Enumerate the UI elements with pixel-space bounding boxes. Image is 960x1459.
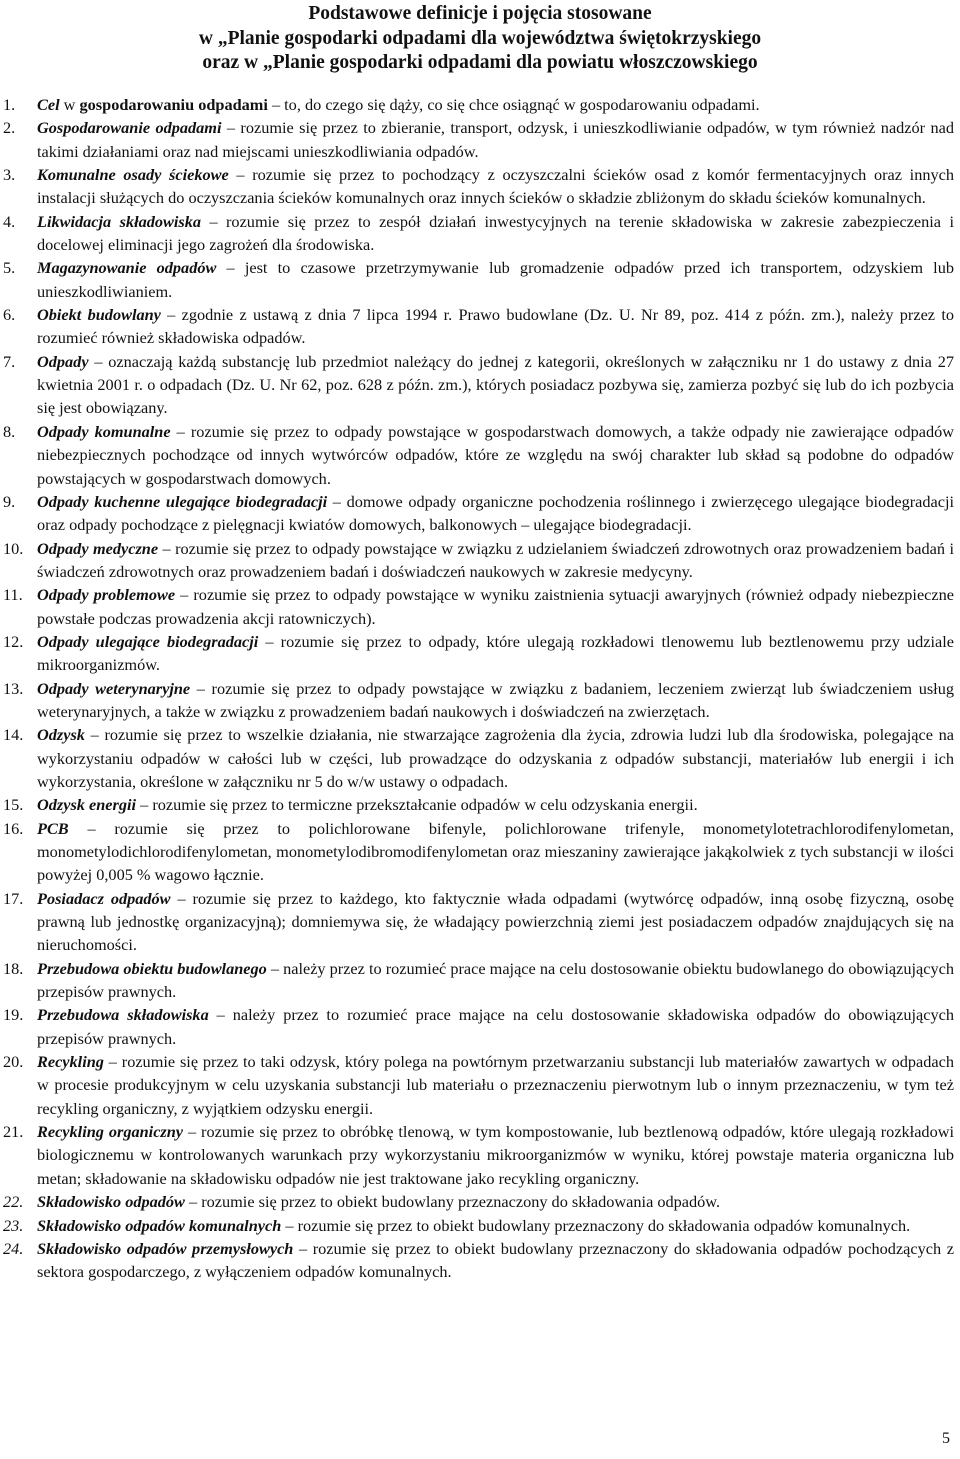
item-number: 23. (3, 1215, 24, 1235)
definition-item (0, 1050, 960, 1120)
definition-text: – zgodnie z ustawą z dnia 7 lipca 1994 r. Prawo budowlane (Dz. U. Nr 89, poz. 414 z późn. zm.), należy przez to rozumieć również składowiska odpadów. (37, 305, 954, 348)
definition-item (0, 887, 960, 957)
definition-text: – rozumie się przez to odpady powstające w wyniku zaistnienia sytuacji awaryjnych (również odpady niebezpieczne powstałe podczas prowadzenia akcji ratowniczych). (37, 585, 955, 628)
definition-text: – rozumie się przez to odpady, które ulegają rozkładowi tlenowemu lub beztlenowemu przy udziale mikroorganizmów. (37, 631, 954, 675)
definition-text: – rozumie się przez to polichlorowane bifenyle, polichlorowane trifenyle, monometylotetrachlorodifenylometan, monometylodichlorodifenylometan, monometylodibromodifenylometan oraz mieszaniny zawierające jakąkolwiek z tych substancji w ilości powyżej 0,005 % wagowo łącznie. (37, 818, 954, 885)
definition-term: Odzysk energii (37, 795, 137, 815)
item-number: 24. (3, 1238, 24, 1258)
definition-term: Cel (37, 95, 60, 114)
definition-term: PCB (37, 818, 69, 838)
definition-item (0, 723, 960, 793)
definition-item (0, 1237, 960, 1284)
title-line-1: Podstawowe definicje i pojęcia stosowane (308, 3, 652, 24)
item-number: 2. (3, 118, 16, 138)
definition-term: Składowisko odpadów przemysłowych (37, 1238, 294, 1258)
item-number: 8. (3, 421, 16, 441)
definition-term: Gospodarowanie odpadami (37, 118, 222, 138)
definition-text: – oznaczają każdą substancję lub przedmiot należący do jednej z kategorii, określonych w załączniku nr 1 do ustawy z dnia 27 kwietnia 2001 r. o odpadach (Dz. U. Nr 62, poz. 628 z późn. zm.), których posiadacz pozbywa się, zamierza pozbyć się lub do ich pozbycia się jest obowiązany. (37, 351, 954, 418)
definition-text: – jest to czasowe przetrzymywanie lub gromadzenie odpadów przed ich transportem, odzyskiem lub unieszkodliwianiem. (37, 258, 954, 301)
definition-term: Odzysk (37, 725, 85, 745)
definition-item (0, 817, 960, 887)
definition-text: – rozumie się przez to termiczne przekształcanie odpadów w celu odzyskania energii. (136, 795, 698, 815)
item-number: 6. (3, 305, 16, 325)
definition-item (0, 303, 960, 350)
definition-item (0, 350, 960, 420)
definition-text: – rozumie się przez to odpady powstające w gospodarstwach domowych, a także odpady nie zawierające odpadów niebezpiecznych pochodzące od innych wytwórców odpadów, które ze względu na swój charakter lub skład są podobne do odpadów powstających w gospodarstwach domowych. (37, 421, 954, 488)
definition-term: Komunalne osady ściekowe (37, 165, 229, 185)
page-number: 5 (942, 1430, 950, 1447)
definition-item (0, 677, 960, 724)
item-number: 11. (3, 585, 23, 605)
item-number: 18. (3, 958, 24, 978)
definition-term: Odpady ulegające biodegradacji (37, 631, 259, 651)
definition-text: – rozumie się przez to pochodzący z oczyszczalni ścieków osad z komór fermentacyjnych oraz innych instalacji służących do oczyszczania ścieków komunalnych oraz innych ścieków o składzie zbliżonym do składu ścieków komunalnych. (37, 165, 954, 208)
item-number: 22. (3, 1192, 24, 1212)
definition-term: Odpady medyczne (37, 538, 159, 558)
definition-item (0, 793, 960, 816)
definition-term: Odpady kuchenne ulegające biodegradacji (37, 491, 328, 511)
definition-text: – rozumie się przez to każdego, kto faktycznie włada odpadami (wytwórcę odpadów, inną osobę fizyczną, osobę prawną lub jednostkę organizacyjną); domniemywa się, że władający powierzchnią ziemi jest posiadaczem odpadów znajdujących się na nieruchomości. (37, 888, 954, 955)
item-number: 16. (3, 818, 24, 838)
definition-connector: w (59, 95, 80, 114)
definition-item (0, 93, 960, 116)
definition-item (0, 630, 960, 677)
definition-term: Odpady komunalne (37, 421, 171, 441)
item-number: 17. (3, 888, 24, 908)
item-number: 15. (3, 795, 24, 815)
definition-text: – rozumie się przez to zbieranie, transport, odzysk, i unieszkodliwianie odpadów, w tym również nadzór nad takimi działaniami oraz nad miejscami unieszkodliwiania odpadów. (37, 118, 954, 161)
item-number: 10. (3, 538, 24, 558)
definition-item (0, 1214, 960, 1237)
title-line-3: oraz w „Planie gospodarki odpadami dla powiatu włoszczowskiego (202, 52, 758, 73)
definition-text: – rozumie się przez to wszelkie działania, nie stwarzające zagrożenia dla życia, zdrowia ludzi lub dla środowiska, polegające na wykorzystaniu odpadów w całości lub w części, lub prowadzące do odzyskania z odpadów substancji, materiałów lub energii i ich wykorzystania, określone w załączniku nr 5 do w/w ustawy o odpadach. (37, 725, 954, 791)
definition-term: Recykling organiczny (37, 1122, 184, 1142)
definition-text: – należy przez to rozumieć prace mające na celu dostosowanie składowiska odpadów do obowiązujących przepisów prawnych. (37, 1005, 954, 1048)
definition-item (0, 256, 960, 303)
definition-item (0, 116, 960, 163)
definition-term: Odpady problemowe (37, 585, 176, 605)
definitions-list (0, 93, 960, 1284)
definition-term: Magazynowanie odpadów (37, 258, 217, 278)
definition-text: – rozumie się przez to taki odzysk, który polega na powtórnym przetwarzaniu substancji lub materiałów zawartych w odpadach w procesie produkcyjnym w celu uzyskania substancji lub materiału o przeznaczeniu pierwotnym lub o innym przeznaczeniu, w tym też recykling organiczny, z wyjątkiem odzysku energii. (37, 1052, 954, 1118)
definition-term: Składowisko odpadów (37, 1192, 185, 1212)
item-number: 13. (3, 678, 24, 698)
definition-text: – rozumie się przez to obiekt budowlany przeznaczony do składowania odpadów komunalnych. (281, 1215, 911, 1235)
definition-text: – rozumie się przez to obiekt budowlany przeznaczony do składowania odpadów. (184, 1192, 721, 1212)
document-title (90, 2, 870, 76)
definition-term: Recykling (37, 1052, 104, 1072)
definition-item (0, 583, 960, 630)
item-number: 19. (3, 1005, 24, 1025)
definition-item (0, 210, 960, 257)
item-number: 1. (3, 95, 16, 114)
item-number: 5. (3, 258, 16, 278)
definition-term: Odpady (37, 351, 89, 371)
item-number: 4. (3, 211, 16, 231)
definition-term: Obiekt budowlany (37, 305, 161, 325)
definition-text: – rozumie się przez to obróbkę tlenową, w tym kompostowanie, lub beztlenową odpadów, które ulegają rozkładowi biologicznemu w kontrolowanych warunkach przy wykorzystaniu mikroorganizmów w wyniku, której powstaje materia organiczna lub metan; składowanie na składowisku odpadów nie jest traktowane jako recykling organiczny. (37, 1122, 954, 1188)
definition-text: – to, do czego się dąży, co się chce osiągnąć w gospodarowaniu odpadami. (267, 95, 760, 114)
definition-text: – należy przez to rozumieć prace mające na celu dostosowanie obiektu budowlanego do obowiązujących przepisów prawnych. (37, 958, 955, 1002)
definition-item (0, 1003, 960, 1050)
definition-item (0, 490, 960, 537)
item-number: 9. (3, 491, 16, 511)
definition-text: – rozumie się przez to odpady powstające w związku z udzielaniem świadczeń zdrowotnych oraz prowadzeniem badań i świadczeń zdrowotnych oraz prowadzeniem badań i doświadczeń naukowych w zakresie medycyny. (37, 538, 955, 581)
item-number: 21. (3, 1122, 24, 1142)
definition-term: Posiadacz odpadów (37, 888, 171, 908)
definition-item (0, 163, 960, 210)
definition-term-continued: gospodarowaniu odpadami (79, 95, 268, 114)
title-line-2: w „Planie gospodarki odpadami dla województwa świętokrzyskiego (198, 27, 762, 49)
definition-term: Składowisko odpadów komunalnych (37, 1215, 282, 1235)
item-number: 14. (3, 725, 24, 745)
definition-term: Likwidacja składowiska (37, 211, 202, 231)
definition-item (0, 957, 960, 1004)
item-number: 12. (3, 631, 24, 651)
definition-term: Odpady weterynaryjne (37, 678, 191, 698)
definition-text: – rozumie się przez to obiekt budowlany przeznaczony do składowania odpadów pochodzących z sektora gospodarczego, z wyłączeniem odpadów komunalnych. (37, 1238, 954, 1282)
definition-term: Przebudowa obiektu budowlanego (37, 958, 267, 978)
definition-term: Przebudowa składowiska (37, 1005, 209, 1025)
definition-item (0, 420, 960, 490)
definition-item (0, 1120, 960, 1190)
definition-item (0, 537, 960, 584)
definition-item (0, 1190, 960, 1213)
definition-text: – rozumie się przez to odpady powstające w związku z badaniem, leczeniem zwierząt lub świadczeniem usług weterynaryjnych, a także w związku z prowadzeniem badań naukowych i doświadczeń na zwierzętach. (37, 678, 954, 721)
item-number: 7. (3, 351, 16, 371)
definition-text: – rozumie się przez to zespół działań inwestycyjnych na terenie składowiska w zakresie zabezpieczenia i docelowej eliminacji jego zagrożeń dla środowiska. (37, 211, 954, 255)
item-number: 3. (3, 165, 16, 185)
definition-text: – domowe odpady organiczne pochodzenia roślinnego i zwierzęcego ulegające biodegradacji oraz odpady pochodzące z pielęgnacji kwiatów domowych, balkonowych – ulegające biodegradacji. (37, 491, 954, 535)
item-number: 20. (3, 1052, 24, 1072)
